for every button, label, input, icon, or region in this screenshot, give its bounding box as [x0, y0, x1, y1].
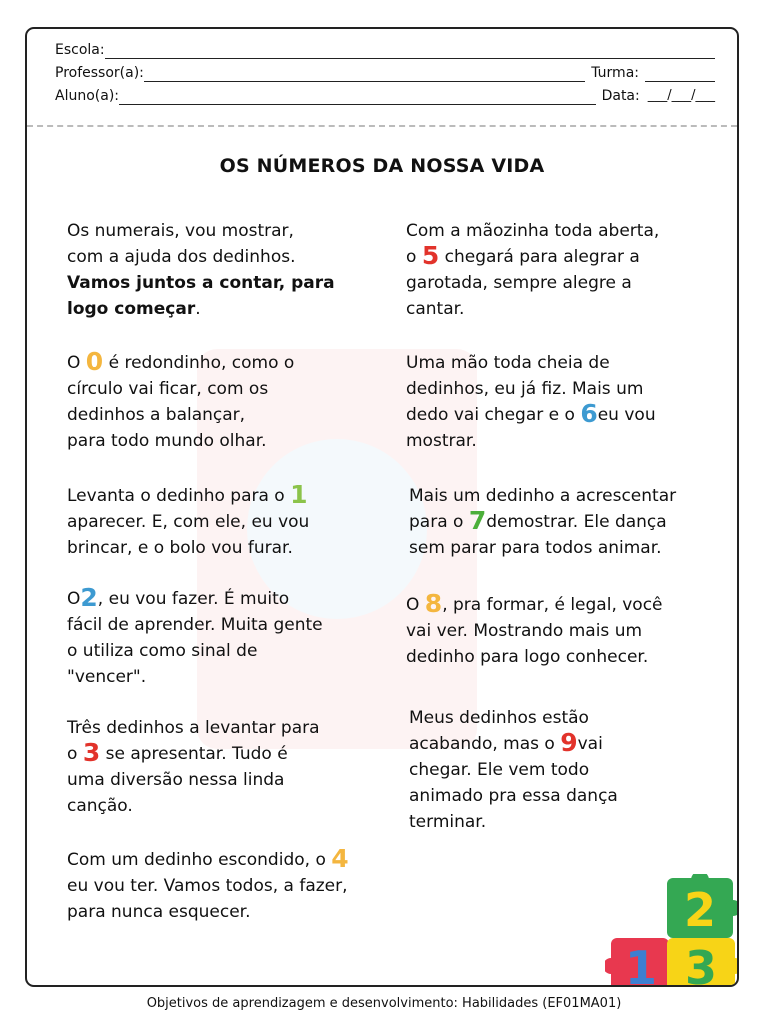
student-label: Aluno(a): [55, 88, 119, 104]
text-line: dedinhos a balançar, [67, 405, 246, 425]
page-title: OS NÚMEROS DA NOSSA VIDA [219, 155, 545, 177]
left-stanza-4 [67, 583, 323, 690]
left-stanza-2 [67, 347, 295, 454]
text-line: sem parar para todos animar. [409, 538, 662, 558]
text-line: o [406, 247, 422, 267]
block-digit-3: 3 [684, 941, 718, 995]
block-digit-1: 1 [624, 941, 658, 995]
numeral-7: 7 [468, 506, 487, 535]
right-stanza-3 [409, 483, 676, 561]
text-line: fácil de aprender. Muita gente [67, 615, 323, 635]
text-line: , pra formar, é legal, você [442, 595, 663, 615]
teacher-label: Professor(a): [55, 65, 144, 81]
text-line: , eu vou fazer. É muito [97, 589, 290, 609]
text-line: Mais um dedinho a acrescentar [409, 486, 677, 506]
text-line: dedo vai chegar e o [406, 405, 581, 425]
text-line: acabando, mas o [409, 734, 561, 754]
text-line: Com um dedinho escondido, o [67, 850, 332, 870]
text-line: chegará para alegrar a [439, 247, 640, 267]
text-line: demostrar. Ele dança [486, 512, 667, 532]
class-label: Turma: [591, 65, 639, 81]
text-line: . [195, 299, 201, 319]
text-line: dedinho para logo conhecer. [406, 647, 649, 667]
text-line: O [67, 353, 86, 373]
right-stanza-1 [406, 218, 659, 322]
worksheet [25, 27, 739, 995]
block-digit-2: 2 [683, 883, 717, 937]
text-line: aparecer. E, com ele, eu vou [67, 512, 310, 532]
numeral-8: 8 [424, 589, 443, 618]
numeral-9: 9 [560, 728, 578, 757]
school-row [55, 41, 715, 59]
numeral-3: 3 [82, 738, 101, 767]
text-line: Os numerais, vou mostrar, [67, 221, 294, 241]
text-line: eu vou [597, 405, 656, 425]
text-line: logo começar [67, 299, 196, 319]
text-line: O [406, 595, 425, 615]
text-line: "vencer". [67, 667, 147, 687]
text-line: para nunca esquecer. [67, 902, 251, 922]
text-line: círculo vai ficar, com os [67, 379, 269, 399]
text-line: mostrar. [406, 431, 477, 451]
text-line: brincar, e o bolo vou furar. [67, 538, 293, 558]
numeral-6: 6 [580, 399, 598, 428]
text-line: cantar. [406, 299, 465, 319]
text-line: se apresentar. Tudo é [100, 744, 288, 764]
text-line: é redondinho, como o [103, 353, 295, 373]
school-field[interactable] [105, 44, 715, 59]
numeral-1: 1 [290, 480, 308, 509]
number-blocks-icon [605, 874, 739, 995]
text-line: Vamos juntos a contar, para [67, 273, 335, 293]
numeral-2: 2 [80, 583, 98, 612]
text-line: o [67, 744, 83, 764]
left-stanza-5 [67, 715, 320, 819]
right-stanza-2 [406, 350, 656, 454]
text-line: uma diversão nessa linda [67, 770, 285, 790]
right-stanza-5 [409, 705, 618, 835]
date-field[interactable]: ___/___/___ [647, 88, 715, 103]
left-stanza-6 [67, 844, 349, 925]
text-line: com a ajuda dos dedinhos. [67, 247, 296, 267]
text-line: dedinhos, eu já fiz. Mais um [406, 379, 644, 399]
cut-line [27, 125, 737, 127]
teacher-field[interactable] [144, 67, 585, 82]
text-line: vai [577, 734, 603, 754]
text-line: Levanta o dedinho para o [67, 486, 291, 506]
text-line: canção. [67, 796, 133, 816]
student-row [55, 87, 715, 105]
text-line: vai ver. Mostrando mais um [406, 621, 643, 641]
left-stanza-3 [67, 480, 310, 561]
student-field[interactable] [119, 90, 596, 105]
text-line: terminar. [409, 812, 487, 832]
numeral-5: 5 [421, 241, 440, 270]
text-line: Uma mão toda cheia de [406, 353, 610, 373]
footer-objectives: Objetivos de aprendizagem e desenvolvimento: Habilidades (EF01MA01) [146, 996, 622, 1011]
text-line: o utiliza como sinal de [67, 641, 258, 661]
date-label: Data: [601, 88, 640, 104]
text-line: eu vou ter. Vamos todos, a fazer, [67, 876, 348, 896]
text-line: Com a mãozinha toda aberta, [406, 221, 660, 241]
text-line: Meus dedinhos estão [409, 708, 589, 728]
numeral-4: 4 [331, 844, 349, 873]
text-line: animado pra essa dança [409, 786, 618, 806]
text-line: O [67, 589, 81, 609]
left-stanza-1 [67, 218, 335, 322]
text-line: para o [409, 512, 469, 532]
numeral-0: 0 [85, 347, 104, 376]
text-line: para todo mundo olhar. [67, 431, 267, 451]
text-line: garotada, sempre alegre a [406, 273, 632, 293]
text-line: Três dedinhos a levantar para [67, 718, 320, 738]
text-line: chegar. Ele vem todo [409, 760, 590, 780]
right-stanza-4 [406, 589, 663, 670]
class-field[interactable] [645, 67, 715, 82]
school-label: Escola: [55, 42, 105, 58]
teacher-row [55, 64, 715, 82]
